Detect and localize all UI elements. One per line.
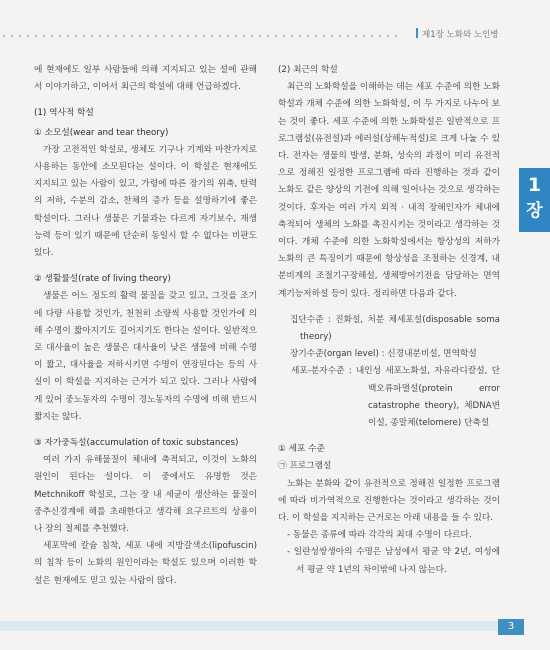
header-dot-line bbox=[0, 35, 400, 37]
theory-cell-molecular-level: 세포-분자수준 : 내인성 세포노화설, 자유라디칼설, 단백오류파멸설(protein error catastrophe theory), 체DNA변이설, 종말체(telomere) 단축설 bbox=[291, 366, 500, 429]
left-column bbox=[34, 62, 257, 590]
chapter-tab bbox=[519, 168, 550, 232]
sub-a-heading: ① 세포 수준 bbox=[278, 444, 325, 455]
sub3-heading: ③ 자가중독설(accumulation of toxic substances) bbox=[34, 438, 239, 449]
theory-organ-level: 장기수준(organ level) : 신경내분비설, 면역학설 bbox=[290, 349, 477, 360]
list-item: - 동물은 종류에 따라 각각의 최대 수명이 다르다. bbox=[287, 530, 472, 541]
footer-bar bbox=[0, 621, 498, 631]
right-body-2: 노화는 분화와 같이 유전적으로 정해진 일정한 프로그램에 따라 비가역적으로 진행한다는 것이라고 생각하는 것이다. 이 학설을 지지하는 근거로는 아래 내용을 들 수 있다. bbox=[278, 478, 500, 524]
sub3-body-2: 세포막에 칼슘 침착, 세포 내에 지방갈색소(lipofuscin)의 침착 등이 노화의 원인이라는 학설도 있으며 이러한 학설은 현재에도 믿고 있는 사람이 많다. bbox=[34, 541, 257, 586]
right-body-1: 최근의 노화학설을 이해하는 데는 세포 수준에 의한 노화학설과 개체 수준에 의한 노화학설, 이 두 가지로 나누어 보는 것이 좋다. 세포 수준에 의한 노화학설은 일반적으로 프로그램설(유전설)과 에러설(상해누적설)로 크게 나눌 수 있다. 전자는 생물의 발생, 분화, 성숙의 과정이 미리 유전적으로 정해진 일정한 프로그램에 따라 진행하는 것과 같이 노화도 같은 양상의 기전에 의해 일어나는 것으로 생각하는 것이다. 후자는 여러 가지 외적 · 내적 장해인자가 체내에 축적되어 생체의 노화를 촉진시키는 것이라고 생각하는 것이다. 개체 수준에 의한 노화학설에서는 항상성의 저하가 노화의 큰 특징이기 때문에 항상성을 조절하는 신경계, 내분비계의 조절기구장해설, 생체방어기전을 담당하는 면역계기능저하설 등이 있다. 정리하면 다음과 같다. bbox=[278, 82, 500, 299]
right-column bbox=[278, 62, 500, 579]
sub2-heading: ② 생활률설(rate of living theory) bbox=[34, 274, 171, 285]
header-title: 제1장 노화와 노인병 bbox=[422, 30, 499, 40]
sub1-heading: ① 소모설(wear and tear theory) bbox=[34, 127, 169, 138]
page-number: 3 bbox=[498, 619, 524, 635]
running-header bbox=[416, 28, 499, 40]
sub1-body: 가장 고전적인 학설로, 생체도 기구나 기계와 마찬가지로 사용하는 동안에 소모된다는 설이다. 이 학설은 현재에도 지지되고 있는 사람이 있고, 가령에 따른 장기의 위축, 탄력의 저하, 수분의 감소, 찬체의 증가 등을 설명하기에 좋은 학설이다. 그러나 생물은 기물과는 다르게 자기보수, 재생 능력 등이 있기 때문에 단순히 동일시 할 수 없다는 비판도 있다. bbox=[34, 144, 257, 259]
sub3-body-1: 여러 가지 유해물질이 체내에 축적되고, 이것이 노화의 원인이 된다는 설이다. 이 중에서도 유명한 것은 Metchnikoff 학설로, 그는 장 내 세균이 생산하는 물질이 중추신경계에 해를 초래한다고 생각해 요구르트의 상용이나 장의 절제를 추천했다. bbox=[34, 455, 257, 535]
intro-paragraph: 에 현재에도 일부 사람들에 의해 지지되고 있는 설에 관해서 이야기하고, 이어서 최근의 학설에 대해 언급하겠다. bbox=[34, 65, 257, 93]
header-bar-icon bbox=[416, 28, 418, 38]
section1-heading: (1) 역사적 학설 bbox=[34, 108, 94, 119]
sub2-body: 생물은 어느 정도의 활력 물질을 갖고 있고, 그것을 조기에 다량 사용할 것인가, 천천히 소량씩 사용할 것인가에 의해 수명이 짧아지기도 길어지기도 한다는 설이다. 일반적으로 대사율이 높은 생물은 대사율이 낮은 생물에 비해 수명이 짧고, 대사율을 저하시키면 수명이 연장된다는 등의 사실이 이 학설을 지지하는 근거가 되고 있다. 그러나 사람에게 있어 중노동자의 수명이 경노동자의 수명에 비해 반드시 짧지는 않다. bbox=[34, 291, 257, 422]
theory-group-level: 집단수준 : 진화설, 처분 체세포설(disposable soma theory) bbox=[290, 314, 500, 343]
sub-b-heading: ㉠ 프로그램설 bbox=[278, 461, 332, 472]
chapter-label: 장 bbox=[526, 201, 543, 221]
chapter-number: 1 bbox=[527, 174, 542, 196]
section2-heading: (2) 최근의 학설 bbox=[278, 65, 338, 75]
list-item: - 일란성쌍생아의 수명은 남성에서 평균 약 2년, 여성에서 평균 약 1년의 차이밖에 나지 않는다. bbox=[287, 547, 500, 575]
spacer bbox=[278, 303, 500, 312]
